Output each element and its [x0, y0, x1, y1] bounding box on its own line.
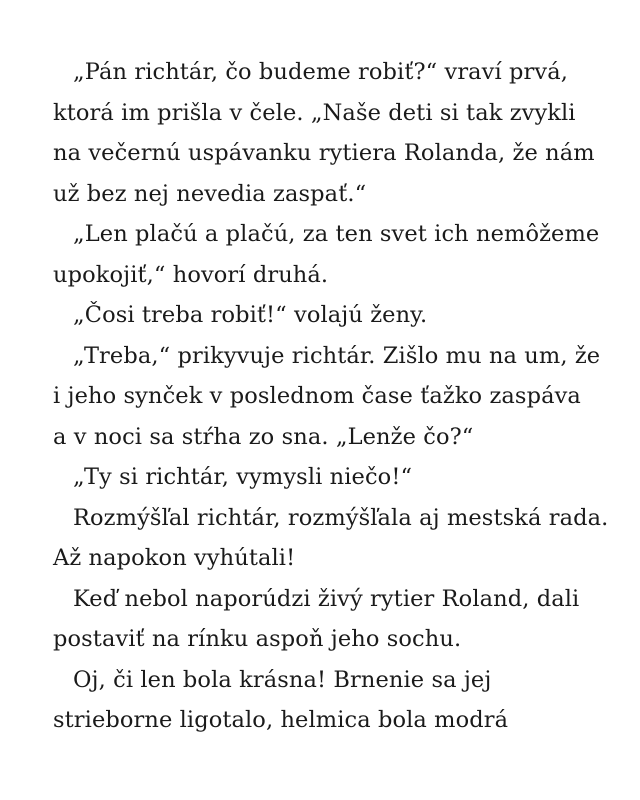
text-line: už bez nej nevedia zaspať.“ — [53, 180, 367, 207]
text-line: „Pán richtár, čo budeme robiť?“ vraví prvá, — [73, 59, 568, 85]
text-line: ktorá im prišla v čele. „Naše deti si tak zvykli — [53, 99, 576, 126]
text-line: Až napokon vyhútali! — [53, 545, 296, 571]
text-line: upokojiť,“ hovorí druhá. — [53, 261, 329, 288]
text-line: „Čosi treba robiť!“ volajú ženy. — [73, 302, 428, 328]
text-line: postaviť na rínku aspoň jeho sochu. — [53, 626, 462, 652]
text-line: na večernú uspávanku rytiera Rolanda, že nám — [53, 140, 595, 166]
story-text — [53, 52, 613, 741]
text-line: i jeho synček v poslednom čase ťažko zaspáva — [53, 383, 581, 409]
text-line: strieborne ligotalo, helmica bola modrá — [53, 707, 509, 733]
text-line: Keď nebol naporúdzi živý rytier Roland, dali — [73, 585, 580, 612]
text-line: „Treba,“ prikyvuje richtár. Zišlo mu na um, že — [73, 342, 601, 369]
text-line: Rozmýšľal richtár, rozmýšľala aj mestská rada. — [73, 504, 609, 531]
text-line: „Len plačú a plačú, za ten svet ich nemôžeme — [73, 221, 600, 247]
text-line: „Ty si richtár, vymysli niečo!“ — [73, 464, 413, 490]
text-line: Oj, či len bola krásna! Brnenie sa jej — [73, 666, 492, 693]
text-line: a v noci sa stŕha zo sna. „Lenže čo?“ — [53, 423, 474, 450]
